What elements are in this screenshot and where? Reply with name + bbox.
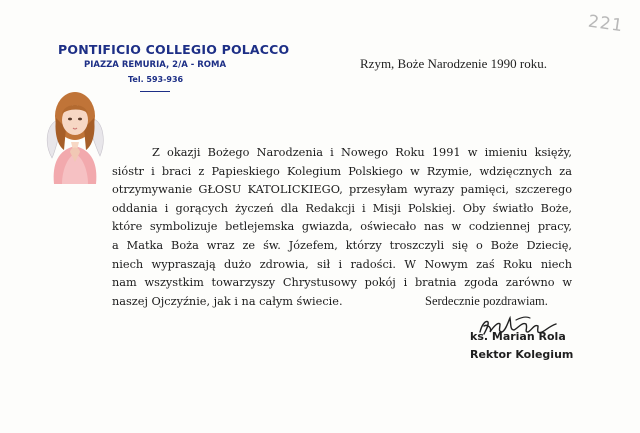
body-line: które symbolizuje betlejemska gwiazda, oświecało nas w codziennej pracy, (112, 220, 572, 234)
body-line: Z okazji Bożego Narodzenia i Nowego Roku 1991 w imieniu księży, (152, 146, 572, 159)
body-line: a Matka Boża wraz ze św. Józefem, którzy troszczyli się o Boże Dziecię, (112, 238, 572, 252)
closing-greeting: Serdecznie pozdrawiam. (425, 294, 548, 308)
letter-body (112, 144, 572, 311)
body-line: naszej Ojczyźnie, jak i na całym świecie. (112, 294, 343, 308)
body-line: sióstr i braci z Papieskiego Kolegium Polskiego w Rzymie, wdzięcznych za (112, 164, 572, 178)
letterhead-rule (140, 91, 170, 92)
letterhead-address: PIAZZA REMURIA, 2/A - ROMA (84, 60, 227, 70)
signer-title: Rektor Kolegium (470, 348, 574, 361)
body-line: niech wypraszają dużo zdrowia, sił i radości. W Nowym zaś Roku niech (112, 257, 572, 271)
letterhead-name: PONTIFICIO COLLEGIO POLACCO (58, 42, 290, 57)
letterhead-phone: Tel. 593-936 (128, 75, 184, 84)
praying-angel-illustration (44, 84, 106, 188)
archive-number: 221 (586, 11, 625, 37)
body-line: nam wszystkim towarzyszy Chrystusowy pokój i bratnia zgoda zarówno w (112, 276, 572, 290)
body-line: otrzymywanie GŁOSU KATOLICKIEGO, przesyłam wyrazy pamięci, szczerego (112, 183, 572, 197)
body-line: oddania i gorących życzeń dla Redakcji i Misji Polskiej. Oby światło Boże, (112, 201, 572, 215)
date-line: Rzym, Boże Narodzenie 1990 roku. (360, 56, 548, 71)
signer-name: ks. Marian Rola (470, 330, 566, 343)
